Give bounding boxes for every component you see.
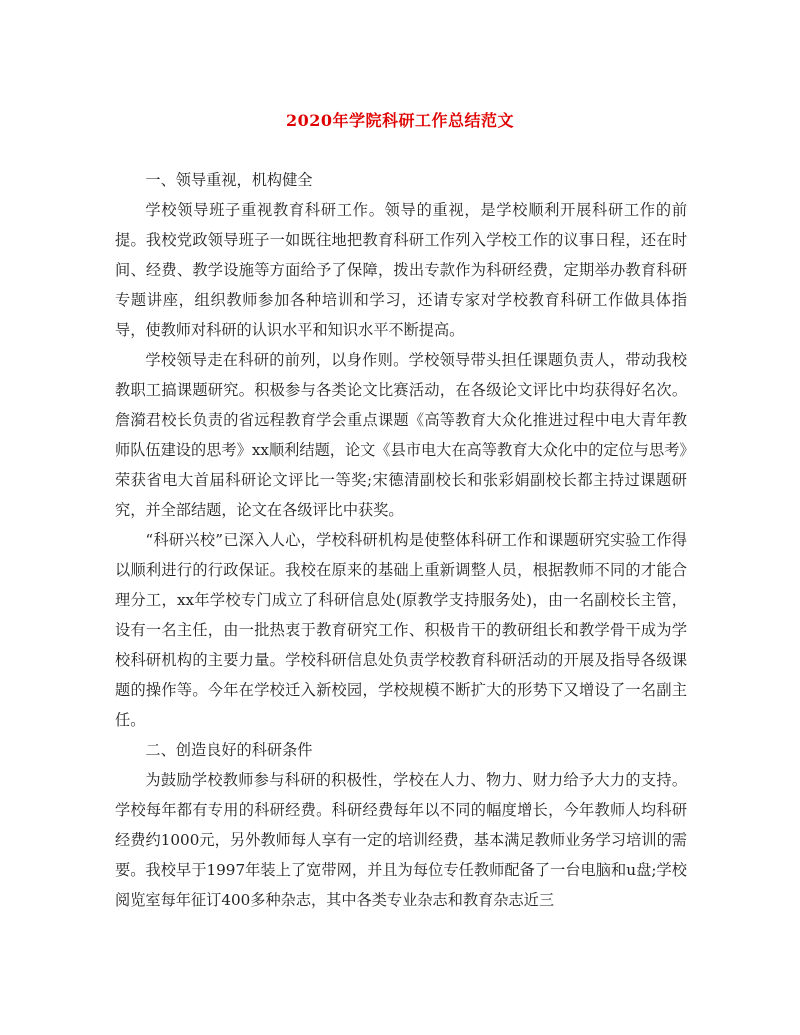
section-heading: 一、领导重视，机构健全 [145, 171, 313, 189]
body-paragraph: “科研兴校”已深入人心，学校科研机构是使整体科研工作和课题研究实验工作得以顺利进行的行政保证。我校在原来的基础上重新调整人员，根据教师不同的才能合理分工，xx年学校专门成立了科研信息处(原教学支持服务处)，由一名副校长主管，设有一名主任，由一批热衷于教育研究工作、积极肯干的教研组长和教学骨干成为学校科研机构的主要力量。学校科研信息处负责学校教育科研活动的开展及指导各级课题的操作等。今年在学校迁入新校园，学校规模不断扩大的形势下又增设了一名副主任。 [115, 531, 687, 729]
document-body [115, 165, 687, 915]
section-heading: 二、创造良好的科研条件 [145, 741, 313, 759]
body-paragraph: 学校领导走在科研的前列，以身作则。学校领导带头担任课题负责人，带动我校教职工搞课题研究。积极参与各类论文比赛活动，在各级论文评比中均获得好名次。詹漪君校长负责的省远程教育学会重点课题《高等教育大众化推进过程中电大青年教师队伍建设的思考》xx顺利结题，论文《县市电大在高等教育大众化中的定位与思考》荣获省电大首届科研论文评比一等奖;宋德清副校长和张彩娟副校长都主持过课题研究，并全部结题，论文在各级评比中获奖。 [115, 351, 687, 519]
body-paragraph: 为鼓励学校教师参与科研的积极性，学校在人力、物力、财力给予大力的支持。学校每年都有专用的科研经费。科研经费每年以不同的幅度增长，今年教师人均科研经费约1000元，另外教师每人享有一定的培训经费，基本满足教师业务学习培训的需要。我校早于1997年装上了宽带网，并且为每位专任教师配备了一台电脑和u盘;学校阅览室每年征订400多种杂志，其中各类专业杂志和教育杂志近三 [115, 771, 687, 909]
document-title: 2020年学院科研工作总结范文 [285, 111, 515, 130]
body-paragraph: 学校领导班子重视教育科研工作。领导的重视，是学校顺利开展科研工作的前提。我校党政领导班子一如既往地把教育科研工作列入学校工作的议事日程，还在时间、经费、教学设施等方面给予了保障，拨出专款作为科研经费，定期举办教育科研专题讲座，组织教师参加各种培训和学习，还请专家对学校教育科研工作做具体指导，使教师对科研的认识水平和知识水平不断提高。 [115, 201, 687, 339]
